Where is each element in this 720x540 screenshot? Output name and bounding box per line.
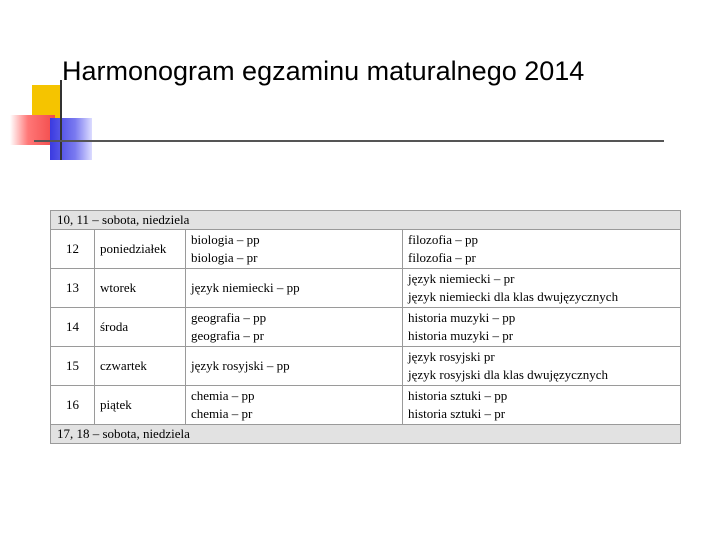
- day-number-cell: 14: [51, 308, 95, 347]
- exam-entry: filozofia – pr: [408, 250, 476, 265]
- weekday-cell: środa: [95, 308, 186, 347]
- exam-entry: język rosyjski pr: [408, 349, 495, 364]
- exam-entry: chemia – pp: [191, 388, 255, 403]
- afternoon-exams-cell: [403, 347, 681, 386]
- exam-entry: historia sztuki – pr: [408, 406, 506, 421]
- exam-entry: język rosyjski dla klas dwujęzycznych: [408, 367, 608, 382]
- exam-entry: geografia – pr: [191, 328, 264, 343]
- exam-entry: filozofia – pp: [408, 232, 479, 247]
- afternoon-exams-cell: [403, 269, 681, 308]
- page-title: Harmonogram egzaminu maturalnego 2014: [62, 56, 585, 86]
- day-number-cell: 13: [51, 269, 95, 308]
- exam-entry: historia sztuki – pp: [408, 388, 508, 403]
- weekday-cell: czwartek: [95, 347, 186, 386]
- weekend-row-bottom: [51, 425, 681, 444]
- afternoon-exams-cell: [403, 230, 681, 269]
- weekday-cell: piątek: [95, 386, 186, 425]
- weekend-cell: 17, 18 – sobota, niedziela: [51, 425, 681, 444]
- exam-entry: chemia – pr: [191, 406, 253, 421]
- exam-entry: język rosyjski – pp: [191, 358, 290, 373]
- exam-entry: biologia – pp: [191, 232, 260, 247]
- weekday-cell: poniedziałek: [95, 230, 186, 269]
- morning-exams-cell: [186, 347, 403, 386]
- exam-entry: geografia – pp: [191, 310, 267, 325]
- table-row: [51, 230, 681, 269]
- exam-entry: biologia – pr: [191, 250, 258, 265]
- afternoon-exams-cell: [403, 386, 681, 425]
- table-row: [51, 308, 681, 347]
- weekend-cell: 10, 11 – sobota, niedziela: [51, 211, 681, 230]
- day-number-cell: 15: [51, 347, 95, 386]
- decor-blue-square: [50, 118, 92, 160]
- morning-exams-cell: [186, 308, 403, 347]
- exam-entry: język niemiecki – pp: [191, 280, 300, 295]
- morning-exams-cell: [186, 230, 403, 269]
- exam-entry: język niemiecki dla klas dwujęzycznych: [408, 289, 619, 304]
- exam-entry: historia muzyki – pr: [408, 328, 514, 343]
- decor-vertical-line: [60, 80, 62, 160]
- afternoon-exams-cell: [403, 308, 681, 347]
- morning-exams-cell: [186, 269, 403, 308]
- weekday-cell: wtorek: [95, 269, 186, 308]
- exam-entry: język niemiecki – pr: [408, 271, 515, 286]
- table-row: [51, 386, 681, 425]
- morning-exams-cell: [186, 386, 403, 425]
- exam-schedule-table: [50, 210, 681, 444]
- exam-entry: historia muzyki – pp: [408, 310, 516, 325]
- day-number-cell: 16: [51, 386, 95, 425]
- day-number-cell: 12: [51, 230, 95, 269]
- table-row: [51, 347, 681, 386]
- weekend-row-top: [51, 211, 681, 230]
- title-underline: [34, 140, 664, 142]
- table-row: [51, 269, 681, 308]
